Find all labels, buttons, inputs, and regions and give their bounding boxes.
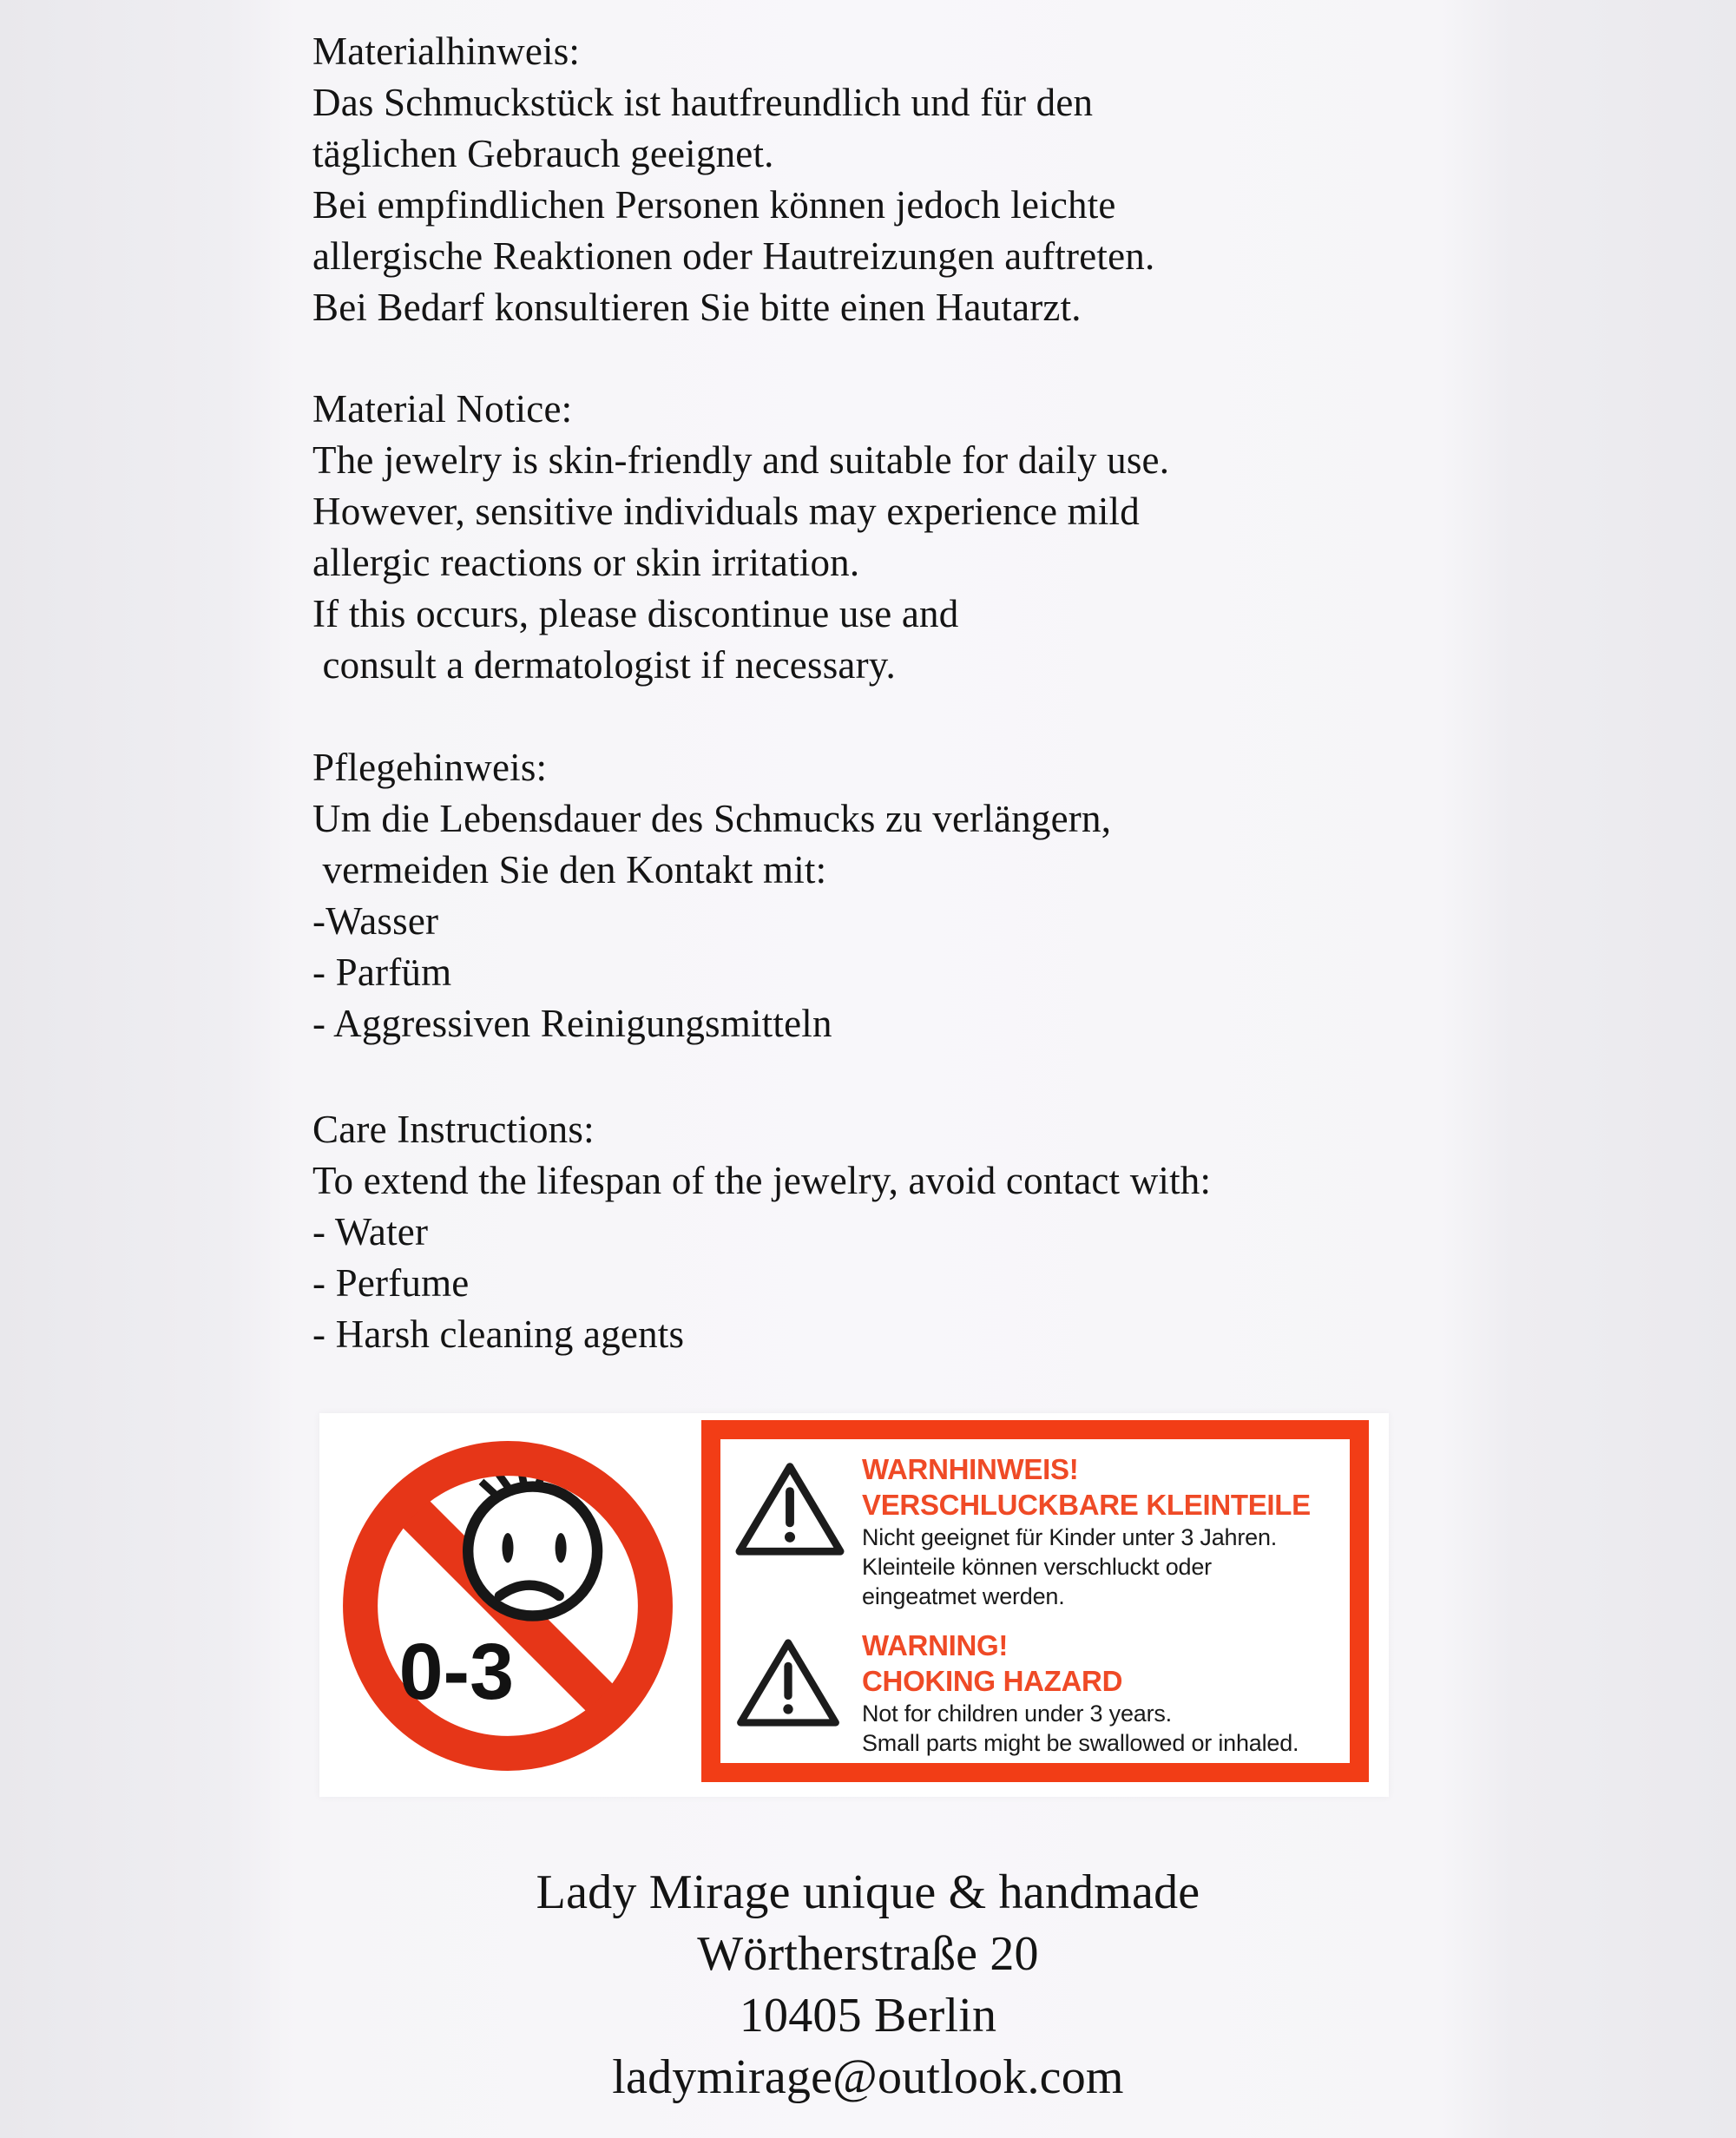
materialhinweis-line: täglichen Gebrauch geeignet. xyxy=(312,132,774,175)
care-instructions-heading: Care Instructions: xyxy=(312,1108,595,1151)
warning-section-de xyxy=(862,1451,1331,1611)
care-instructions-list-item: - Water xyxy=(312,1210,429,1253)
baby-head xyxy=(468,1487,597,1616)
care-instructions-line: To extend the lifespan of the jewelry, avoid contact with: xyxy=(312,1159,1212,1202)
materialhinweis-block xyxy=(312,26,1424,333)
warning-body-de-line: eingeatmet werden. xyxy=(862,1583,1065,1609)
no-children-under-3-icon xyxy=(326,1424,690,1788)
warning-body-en-line: Not for children under 3 years. xyxy=(862,1701,1172,1727)
material-notice-heading: Material Notice: xyxy=(312,387,573,431)
material-notice-line: allergic reactions or skin irritation. xyxy=(312,541,860,584)
material-notice-line: However, sensitive individuals may experience mild xyxy=(312,490,1140,533)
care-instructions-list-item: - Harsh cleaning agents xyxy=(312,1312,685,1356)
email-address: ladymirage@outlook.com xyxy=(612,2050,1124,2104)
materialhinweis-line: Bei Bedarf konsultieren Sie bitte einen Hautarzt. xyxy=(312,286,1082,329)
brand-name: Lady Mirage unique & handmade xyxy=(536,1865,1200,1919)
choking-hazard-warning-label xyxy=(319,1413,1389,1797)
pflegehinweis-block xyxy=(312,742,1424,1049)
materialhinweis-line: Das Schmuckstück ist hautfreundlich und für den xyxy=(312,81,1094,124)
pflegehinweis-line: vermeiden Sie den Kontakt mit: xyxy=(312,848,827,891)
warning-title-de: WARNHINWEIS! xyxy=(862,1453,1079,1485)
material-notice-block xyxy=(312,384,1424,691)
warning-subtitle-en: CHOKING HAZARD xyxy=(862,1665,1123,1697)
baby-eye xyxy=(556,1533,567,1562)
materialhinweis-heading: Materialhinweis: xyxy=(312,30,581,73)
materialhinweis-line: allergische Reaktionen oder Hautreizungen auftreten. xyxy=(312,234,1155,278)
warning-triangle-icon xyxy=(734,1636,842,1730)
warning-body-de-line: Kleinteile können verschluckt oder xyxy=(862,1554,1212,1580)
care-instructions-list-item: - Perfume xyxy=(312,1261,470,1305)
pflegehinweis-heading: Pflegehinweis: xyxy=(312,746,548,789)
material-notice-line: The jewelry is skin-friendly and suitable for daily use. xyxy=(312,438,1170,482)
material-notice-line: consult a dermatologist if necessary. xyxy=(312,643,896,687)
materialhinweis-line: Bei empfindlichen Personen können jedoch leichte xyxy=(312,183,1116,227)
pflegehinweis-list-item: - Aggressiven Reinigungsmitteln xyxy=(312,1002,832,1045)
street-address: Wörtherstraße 20 xyxy=(697,1927,1039,1981)
warning-triangle-icon xyxy=(733,1460,847,1559)
address-block xyxy=(0,1862,1736,2108)
warning-section-en xyxy=(862,1628,1331,1758)
pflegehinweis-line: Um die Lebensdauer des Schmucks zu verlängern, xyxy=(312,797,1112,840)
warning-box xyxy=(701,1420,1369,1782)
material-notice-line: If this occurs, please discontinue use and xyxy=(312,592,959,635)
warning-title-en: WARNING! xyxy=(862,1629,1009,1661)
age-range-text: 0-3 xyxy=(398,1627,515,1716)
pflegehinweis-list-item: -Wasser xyxy=(312,899,439,943)
baby-eye xyxy=(503,1533,514,1562)
pflegehinweis-list-item: - Parfüm xyxy=(312,951,452,994)
warning-body-en-line: Small parts might be swallowed or inhaled. xyxy=(862,1730,1299,1756)
warning-subtitle-de: VERSCHLUCKBARE KLEINTEILE xyxy=(862,1489,1311,1521)
city-postal-code: 10405 Berlin xyxy=(739,1989,997,2043)
care-instructions-block xyxy=(312,1104,1424,1360)
warning-body-de-line: Nicht geeignet für Kinder unter 3 Jahren. xyxy=(862,1524,1278,1550)
